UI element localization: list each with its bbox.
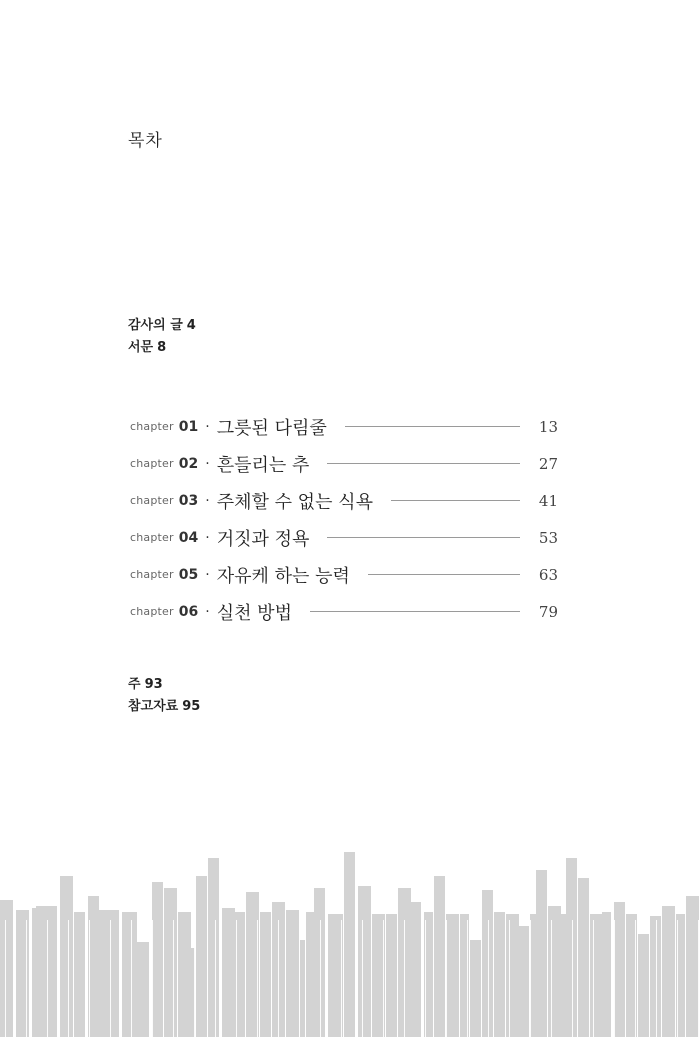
skyline-gap: [362, 920, 363, 1037]
leader-line: [327, 537, 520, 538]
chapter-number: 03: [178, 492, 199, 509]
chapter-word: chapter: [130, 494, 174, 507]
skyline-gap: [341, 920, 342, 1037]
skyline-bar: [164, 888, 177, 1037]
skyline-bar: [482, 890, 493, 1037]
skyline-bar: [614, 902, 625, 1037]
front-matter-page: 4: [186, 318, 196, 333]
leader-line: [327, 463, 520, 464]
skyline-gap: [488, 920, 489, 1037]
skyline-gap: [257, 920, 258, 1037]
skyline-gap: [89, 920, 90, 1037]
chapter-separator: ·: [205, 455, 210, 472]
skyline-bar: [446, 914, 459, 1037]
skyline-bar: [344, 852, 355, 1037]
skyline-gap: [677, 920, 678, 1037]
skyline-gap: [152, 920, 153, 1037]
skyline-gap: [383, 920, 384, 1037]
skyline-gap: [530, 920, 531, 1037]
chapter-list: [130, 408, 558, 630]
skyline-gap: [68, 920, 69, 1037]
chapter-number: 06: [178, 603, 199, 620]
skyline-bar: [590, 914, 603, 1037]
skyline-gap: [299, 920, 300, 1037]
chapter-separator: ·: [205, 418, 210, 435]
leader-line: [310, 611, 520, 612]
page-title: 목차: [128, 131, 163, 151]
skyline-gap: [446, 920, 447, 1037]
skyline-bar: [36, 906, 57, 1037]
chapter-word: chapter: [130, 568, 174, 581]
skyline-gap: [551, 920, 552, 1037]
chapter-title: 실천 방법: [216, 602, 292, 624]
front-matter-item[interactable]: [128, 337, 196, 359]
skyline-gap: [26, 920, 27, 1037]
back-matter-item[interactable]: [128, 696, 200, 718]
chapter-number: 05: [178, 566, 199, 583]
skyline-bar: [386, 914, 397, 1037]
skyline-gap: [509, 920, 510, 1037]
back-matter-label: 주: [128, 677, 141, 692]
back-matter-label: 참고자료: [128, 699, 179, 714]
skyline-bar: [314, 888, 325, 1037]
skyline-gap: [194, 920, 195, 1037]
skyline-bar: [98, 910, 119, 1037]
front-matter-label: 감사의 글: [128, 318, 183, 333]
chapter-separator: ·: [205, 566, 210, 583]
chapter-entry[interactable]: [130, 556, 558, 593]
chapter-word: chapter: [130, 531, 174, 544]
chapter-title: 흔들리는 추: [216, 454, 310, 476]
skyline-bar: [328, 914, 343, 1037]
back-matter-page: 95: [182, 699, 201, 714]
skyline-gap: [467, 920, 468, 1037]
chapter-title: 그릇된 다림줄: [216, 417, 327, 439]
skyline-bar: [470, 940, 481, 1037]
chapter-number: 04: [178, 529, 199, 546]
skyline-bar: [152, 882, 163, 1037]
skyline-gap: [47, 920, 48, 1037]
skyline-gap: [614, 920, 615, 1037]
chapter-page: 27: [538, 454, 558, 473]
skyline-gap: [593, 920, 594, 1037]
chapter-word: chapter: [130, 457, 174, 470]
chapter-separator: ·: [205, 529, 210, 546]
skyline-gap: [131, 920, 132, 1037]
skyline-bar: [506, 914, 519, 1037]
chapter-number: 01: [178, 418, 199, 435]
skyline-gap: [404, 920, 405, 1037]
skyline-bar: [566, 858, 577, 1037]
skyline-bar: [602, 912, 611, 1037]
skyline-gap: [5, 920, 6, 1037]
chapter-entry[interactable]: [130, 445, 558, 482]
chapter-page: 63: [538, 565, 558, 584]
chapter-entry[interactable]: [130, 519, 558, 556]
leader-line: [391, 500, 520, 501]
skyline-bar: [0, 900, 13, 1037]
skyline-gap: [572, 920, 573, 1037]
front-matter-label: 서문: [128, 340, 154, 355]
back-matter-page: 93: [144, 677, 163, 692]
skyline-gap: [236, 920, 237, 1037]
leader-line: [345, 426, 520, 427]
skyline-gap: [425, 920, 426, 1037]
skyline-bar: [548, 906, 561, 1037]
skyline-gap: [173, 920, 174, 1037]
chapter-word: chapter: [130, 420, 174, 433]
skyline-bar: [260, 912, 271, 1037]
chapter-page: 41: [538, 491, 558, 510]
skyline-bar: [650, 916, 661, 1037]
chapter-entry[interactable]: [130, 408, 558, 445]
chapter-number: 02: [178, 455, 199, 472]
skyline-gap: [278, 920, 279, 1037]
skyline-bar: [300, 940, 305, 1037]
chapter-page: 53: [538, 528, 558, 547]
skyline-bar: [208, 858, 219, 1037]
skyline-gap: [698, 920, 699, 1037]
chapter-word: chapter: [130, 605, 174, 618]
skyline-bar: [16, 910, 29, 1037]
skyline-gap: [656, 920, 657, 1037]
back-matter-list: [128, 674, 200, 718]
chapter-separator: ·: [205, 603, 210, 620]
skyline-bar: [136, 942, 149, 1037]
front-matter-list: [128, 315, 196, 359]
chapter-title: 자유케 하는 능력: [216, 565, 350, 587]
skyline-bar: [638, 934, 649, 1037]
leader-line: [368, 574, 520, 575]
chapter-title: 주체할 수 없는 식욕: [216, 491, 373, 513]
back-matter-item[interactable]: [128, 674, 200, 696]
skyline-gap: [110, 920, 111, 1037]
skyline-gap: [215, 920, 216, 1037]
skyline-gap: [635, 920, 636, 1037]
city-skyline-decoration: [0, 830, 700, 1037]
chapter-page: 79: [538, 602, 558, 621]
chapter-entry[interactable]: [130, 593, 558, 630]
chapter-page: 13: [538, 417, 558, 436]
chapter-separator: ·: [205, 492, 210, 509]
skyline-gap: [320, 920, 321, 1037]
chapter-title: 거짓과 정욕: [216, 528, 310, 550]
skyline-bar: [222, 908, 235, 1037]
skyline-bar: [686, 896, 699, 1037]
front-matter-item[interactable]: [128, 315, 196, 337]
skyline-bar: [178, 912, 191, 1037]
chapter-entry[interactable]: [130, 482, 558, 519]
front-matter-page: 8: [157, 340, 167, 355]
